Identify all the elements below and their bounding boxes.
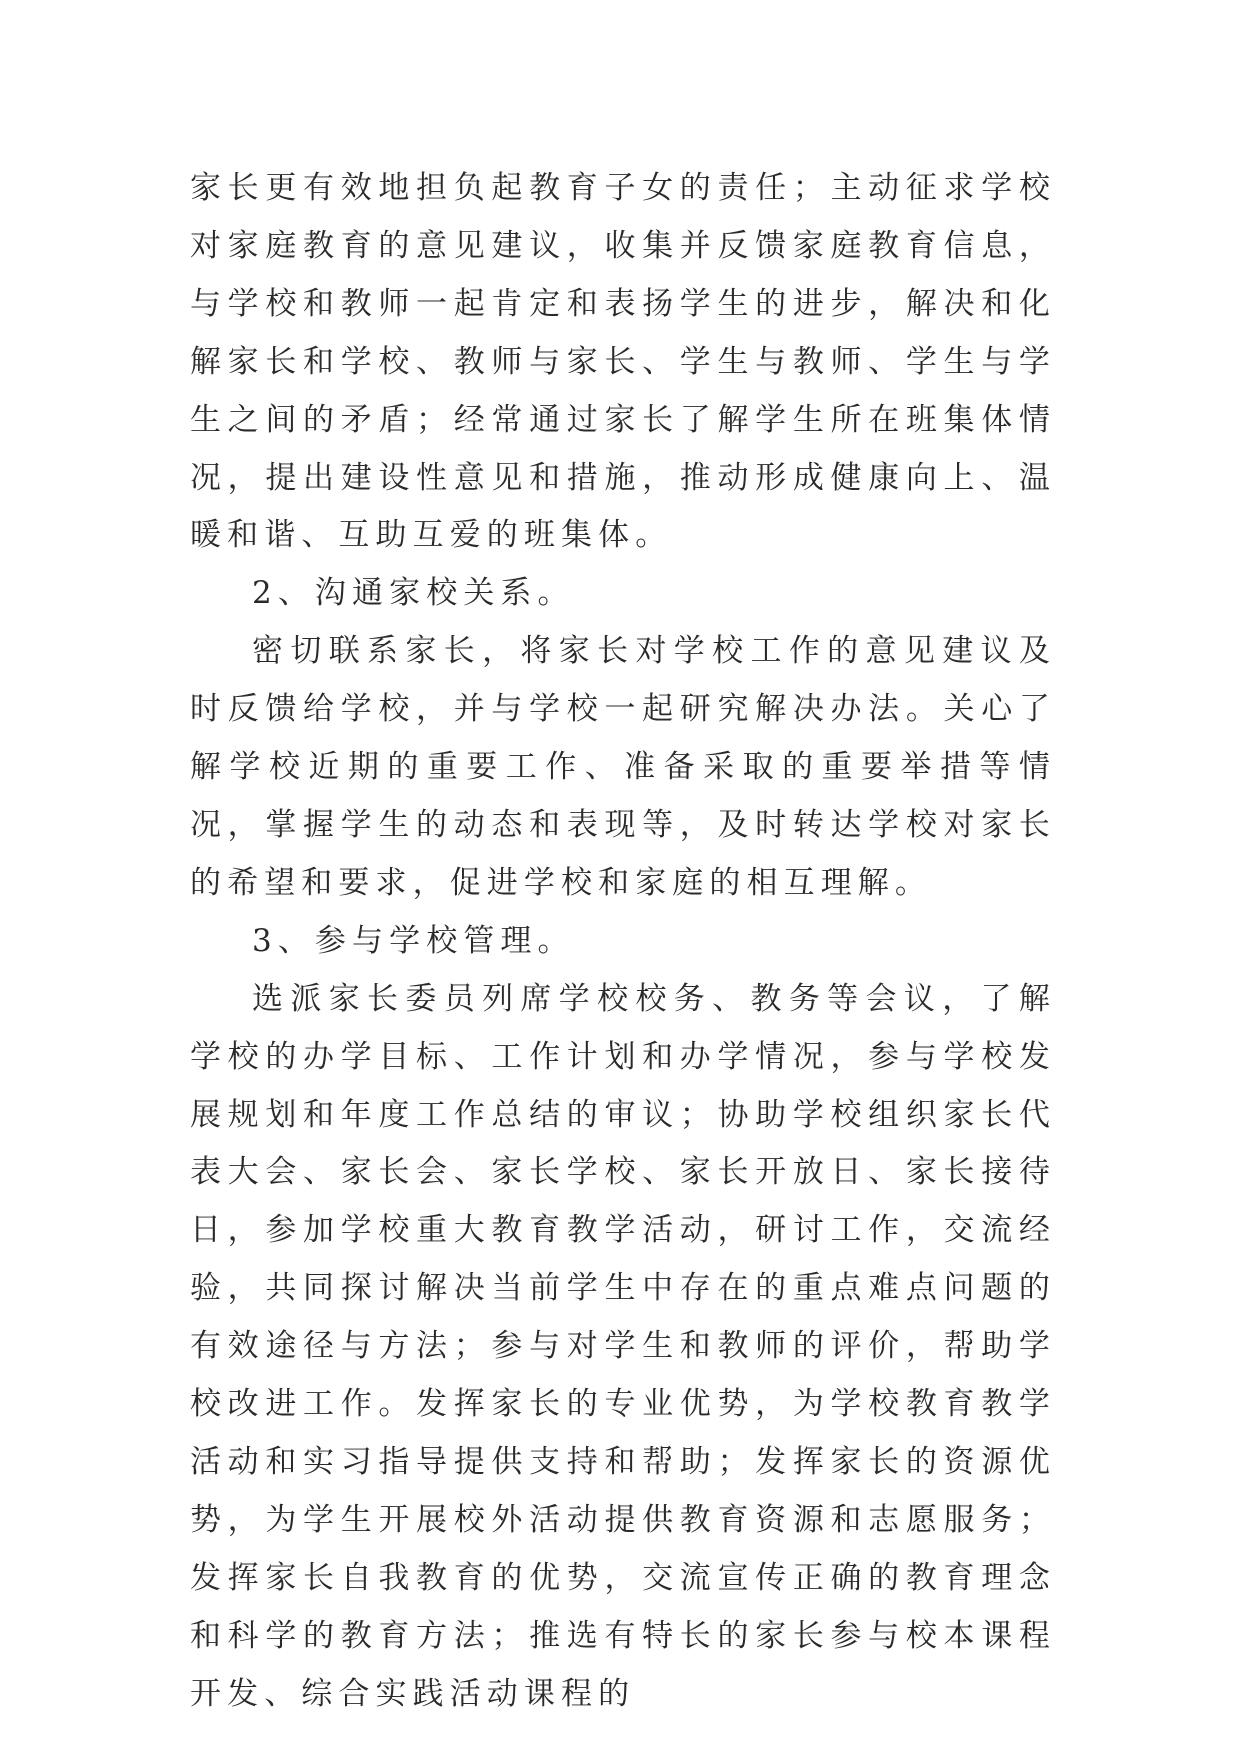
body-text [190, 160, 1056, 1723]
paragraph-responsibilities: 家长更有效地担负起教育子女的责任；主动征求学校对家庭教育的意见建议，收集并反馈家庭教育信息，与学校和教师一起肯定和表扬学生的进步，解决和化解家长和学校、教师与家长、学生与教师、学生与学生之间的矛盾；经常通过家长了解学生所在班集体情况，提出建设性意见和措施，推动形成健康向上、温暖和谐、互助互爱的班集体。 [190, 170, 1056, 554]
section-heading-communication: 2、沟通家校关系。 [252, 575, 575, 612]
paragraph-communication: 密切联系家长，将家长对学校工作的意见建议及时反馈给学校，并与学校一起研究解决办法。关心了解学校近期的重要工作、准备采取的重要举措等情况，掌握学生的动态和表现等，及时转达学校对家长的希望和要求，促进学校和家庭的相互理解。 [190, 633, 1056, 901]
section-heading-management: 3、参与学校管理。 [252, 922, 575, 959]
paragraph-management: 选派家长委员列席学校校务、教务等会议，了解学校的办学目标、工作计划和办学情况，参与学校发展规划和年度工作总结的审议；协助学校组织家长代表大会、家长会、家长学校、家长开放日、家长接待日，参加学校重大教育教学活动，研讨工作，交流经验，共同探讨解决当前学生中存在的重点难点问题的有效途径与方法；参与对学生和教师的评价，帮助学校改进工作。发挥家长的专业优势，为学校教育教学活动和实习指导提供支持和帮助；发挥家长的资源优势，为学生开展校外活动提供教育资源和志愿服务；发挥家长自我教育的优势，交流宣传正确的教育理念和科学的教育方法；推选有特长的家长参与校本课程开发、综合实践活动课程的 [190, 980, 1056, 1712]
